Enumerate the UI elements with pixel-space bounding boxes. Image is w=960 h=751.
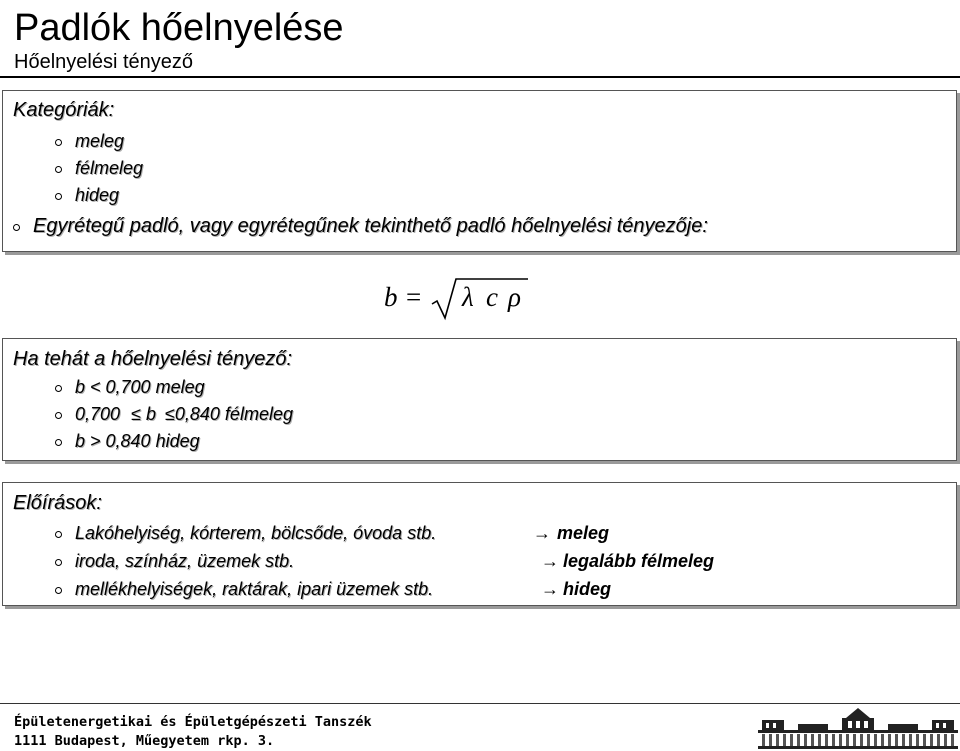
category-item: meleg — [55, 131, 124, 152]
rules-box — [2, 482, 957, 606]
threshold-row: b > 0,840 hideg — [55, 431, 200, 452]
formula-lambda: λ — [462, 282, 474, 312]
formula-c: c — [486, 282, 498, 312]
bullet-icon — [55, 559, 62, 566]
bullet-icon — [55, 531, 62, 538]
rule-row: iroda, színház, üzemek stb. — [55, 551, 294, 572]
page-subtitle: Hőelnyelési tényező — [14, 51, 193, 73]
rules-heading: Előírások: — [13, 492, 102, 514]
thresholds-heading: Ha tehát a hőelnyelési tényező: — [13, 348, 293, 370]
footer-divider — [0, 703, 960, 704]
bullet-icon — [55, 166, 62, 173]
sqrt-icon — [430, 276, 540, 322]
threshold-row: 0,700 ≤ b ≤0,840 félmeleg — [55, 404, 293, 425]
formula-equals: = — [406, 282, 422, 312]
footer-address: 1111 Budapest, Műegyetem rkp. 3. — [14, 733, 275, 749]
threshold-row: b < 0,700 meleg — [55, 377, 205, 398]
footer-department: Épületenergetikai és Épületgépészeti Tanszék — [14, 714, 372, 730]
rule-result: → meleg — [533, 523, 610, 543]
bullet-icon — [55, 139, 62, 146]
rule-row: Lakóhelyiség, kórterem, bölcsőde, óvoda stb. — [55, 523, 436, 544]
bullet-icon — [55, 412, 62, 419]
arrow-right-icon: → — [541, 551, 559, 571]
header-divider — [0, 76, 960, 78]
rule-result: → legalább félmeleg — [541, 551, 715, 571]
arrow-right-icon: → — [533, 523, 551, 543]
single-layer-statement: Egyrétegű padló, vagy egyrétegűnek tekinthető padló hőelnyelési tényezője: — [13, 215, 708, 238]
formula-lhs: b — [384, 282, 398, 312]
arrow-right-icon: → — [541, 579, 559, 599]
university-building-icon — [758, 708, 958, 751]
thresholds-box — [2, 338, 957, 461]
bullet-icon — [55, 193, 62, 200]
formula — [384, 276, 544, 322]
rule-result: → hideg — [541, 579, 611, 599]
page-title: Padlók hőelnyelése — [14, 7, 344, 49]
categories-heading: Kategóriák: — [13, 99, 115, 121]
category-item: hideg — [55, 185, 119, 206]
rule-row: mellékhelyiségek, raktárak, ipari üzemek stb. — [55, 579, 433, 600]
bullet-icon — [55, 439, 62, 446]
formula-rho: ρ — [508, 282, 521, 312]
bullet-icon — [13, 224, 20, 231]
category-item: félmeleg — [55, 158, 143, 179]
categories-box — [2, 90, 957, 252]
bullet-icon — [55, 385, 62, 392]
bullet-icon — [55, 587, 62, 594]
